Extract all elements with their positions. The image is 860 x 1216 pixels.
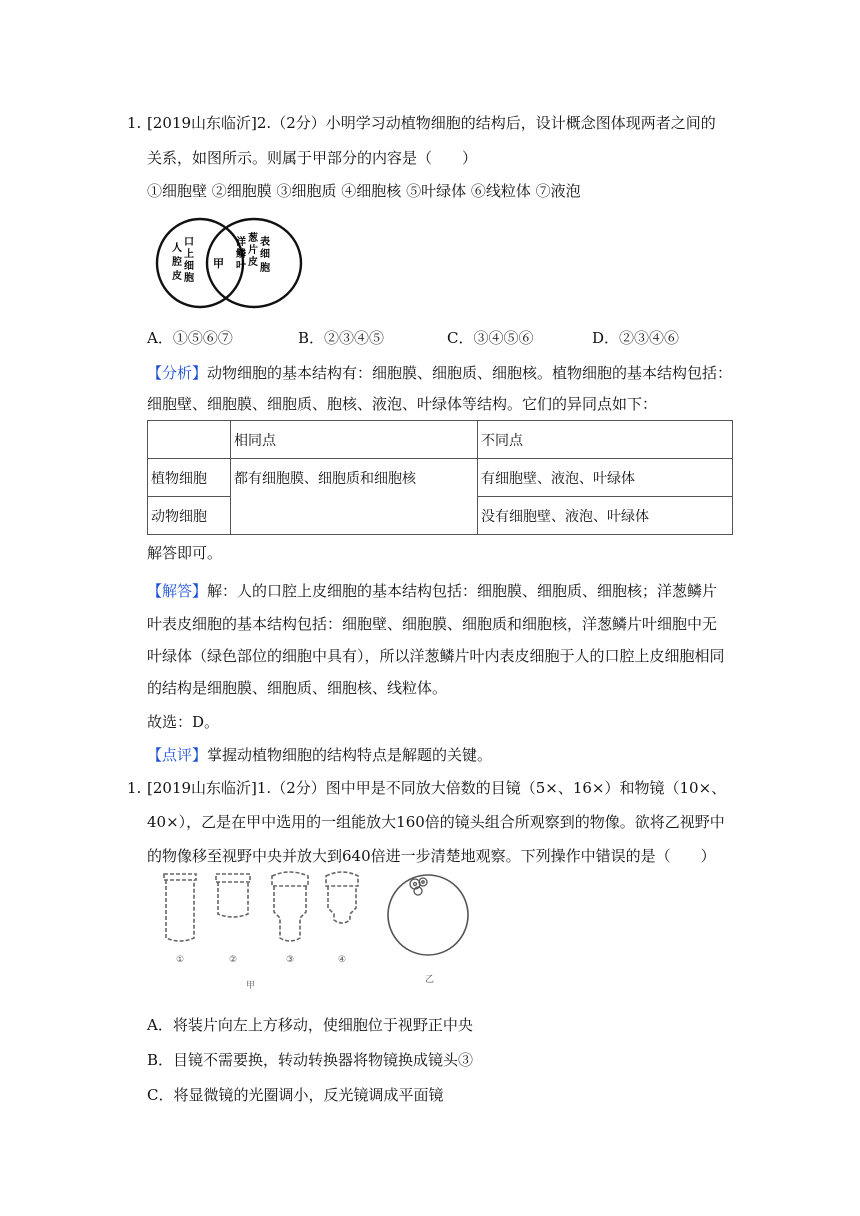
cell-icon bbox=[410, 878, 427, 895]
eyepiece-short-icon bbox=[216, 874, 250, 917]
lens-number-label: ① bbox=[176, 955, 185, 965]
venn-label-char: 细 bbox=[184, 261, 194, 272]
option-a: A．①⑤⑥⑦ bbox=[147, 329, 233, 347]
view-field-circle bbox=[388, 875, 468, 955]
comment-tag: 【点评】 bbox=[147, 746, 208, 764]
question-stem-line: 关系，如图所示。则属于甲部分的内容是（ ） bbox=[147, 149, 478, 167]
table-cell bbox=[148, 421, 231, 459]
answer-tag: 【解答】 bbox=[147, 582, 208, 600]
objective-short-icon bbox=[326, 872, 358, 923]
option-b: B．目镜不需要换，转动转换器将物镜换成镜头③ bbox=[147, 1051, 474, 1069]
question-stem-line: 40×），乙是在甲中选用的一组能放大160倍的镜头组合所观察到的物像。欲将乙视野中 bbox=[147, 813, 725, 831]
venn-label-char: 腔 bbox=[172, 257, 182, 268]
answer-text: 解：人的口腔上皮细胞的基本结构包括：细胞膜、细胞质、细胞核；洋葱鳞片 bbox=[207, 582, 718, 600]
question-stem-line: 的物像移至视野中央并放大到640倍进一步清楚地观察。下列操作中错误的是（ ） bbox=[147, 847, 716, 865]
answer-choice: 故选：D。 bbox=[147, 713, 220, 731]
venn-label-char: 表 bbox=[260, 237, 270, 248]
analysis-text: 动物细胞的基本结构有：细胞膜、细胞质、细胞核。植物细胞的基本结构包括： bbox=[207, 364, 733, 382]
table-cell: 没有细胞壁、液泡、叶绿体 bbox=[478, 497, 733, 535]
answer-line bbox=[147, 581, 717, 601]
analysis-line: 细胞壁、细胞膜、细胞质、胞核、液泡、叶绿体等结构。它们的异同点如下： bbox=[147, 395, 658, 413]
table-header-row bbox=[148, 421, 733, 459]
eyepiece-long-icon bbox=[164, 874, 196, 941]
view-field-figure bbox=[385, 860, 475, 990]
venn-label-char: 鳞 bbox=[236, 249, 246, 260]
lens-number-label: ③ bbox=[286, 955, 295, 965]
venn-label-char: 胞 bbox=[184, 273, 194, 284]
venn-right-label bbox=[235, 231, 270, 274]
option-b: B．②③④⑤ bbox=[298, 329, 385, 347]
venn-diagram bbox=[150, 215, 310, 311]
question-stem-line: [2019山东临沂]1.（2分）图中甲是不同放大倍数的目镜（5×、16×）和物镜（10×、 bbox=[147, 779, 727, 797]
lens-number-label: ② bbox=[229, 955, 238, 965]
table-cell: 植物细胞 bbox=[148, 459, 231, 497]
analysis-end: 解答即可。 bbox=[147, 544, 223, 562]
option-c: C．将显微镜的光圈调小，反光镜调成平面镜 bbox=[147, 1086, 444, 1104]
question-number: 1. bbox=[127, 114, 142, 132]
venn-label-char: 胞 bbox=[260, 263, 270, 274]
venn-label-char: 皮 bbox=[248, 257, 258, 268]
venn-left-circle bbox=[157, 219, 243, 307]
comparison-table bbox=[147, 420, 733, 535]
analysis-tag: 【分析】 bbox=[147, 364, 208, 382]
question-number: 1. bbox=[127, 779, 142, 797]
figure-label-yi: 乙 bbox=[425, 975, 435, 985]
option-d: D．②③④⑥ bbox=[592, 329, 680, 347]
table-cell: 动物细胞 bbox=[148, 497, 231, 535]
table-row bbox=[148, 459, 733, 497]
lens-number-label: ④ bbox=[338, 955, 347, 965]
comment-line bbox=[147, 745, 492, 765]
comment-text: 掌握动植物细胞的结构特点是解题的关键。 bbox=[207, 746, 493, 764]
venn-label-char: 洋 bbox=[236, 237, 246, 248]
venn-label-char: 叶 bbox=[236, 261, 246, 272]
venn-label-char: 皮 bbox=[172, 271, 182, 282]
answer-line: 叶绿体（绿色部位的细胞中具有），所以洋葱鳞片叶内表皮细胞于人的口腔上皮细胞相同 bbox=[147, 647, 725, 665]
lens-labels bbox=[176, 955, 346, 965]
venn-label-char: 葱 bbox=[248, 233, 258, 244]
objective-long-icon bbox=[272, 872, 308, 941]
table-cell: 有细胞壁、液泡、叶绿体 bbox=[478, 459, 733, 497]
question-stem-line: [2019山东临沂]2.（2分）小明学习动植物细胞的结构后，设计概念图体现两者之间的 bbox=[147, 114, 716, 132]
figure-label-jia: 甲 bbox=[246, 981, 256, 991]
question-items: ①细胞壁 ②细胞膜 ③细胞质 ④细胞核 ⑤叶绿体 ⑥线粒体 ⑦液泡 bbox=[147, 182, 581, 200]
table-cell: 不同点 bbox=[478, 421, 733, 459]
answer-line: 叶表皮细胞的基本结构包括：细胞壁、细胞膜、细胞质和细胞核，洋葱鳞片叶细胞中无 bbox=[147, 615, 718, 633]
venn-label-char: 口 bbox=[184, 237, 194, 248]
venn-label-char: 细 bbox=[260, 249, 270, 260]
table-cell: 都有细胞膜、细胞质和细胞核 bbox=[231, 459, 478, 535]
option-a: A．将装片向左上方移动，使细胞位于视野正中央 bbox=[147, 1016, 473, 1034]
option-c: C．③④⑤⑥ bbox=[447, 329, 534, 347]
venn-center-label: 甲 bbox=[213, 257, 224, 270]
answer-line: 的结构是细胞膜、细胞质、细胞核、线粒体。 bbox=[147, 679, 448, 697]
venn-left-label bbox=[172, 236, 194, 284]
venn-label-char: 片 bbox=[248, 245, 258, 256]
venn-label-char: 人 bbox=[172, 243, 182, 254]
analysis-line bbox=[147, 363, 732, 383]
table-cell: 相同点 bbox=[231, 421, 478, 459]
venn-label-char: 上 bbox=[184, 249, 194, 260]
